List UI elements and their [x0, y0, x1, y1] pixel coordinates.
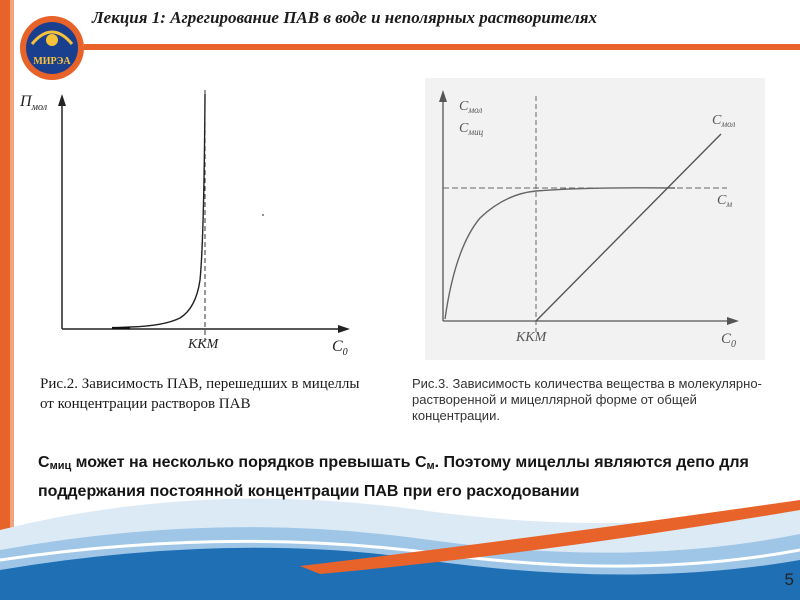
- logo-star: [46, 34, 58, 46]
- body-c-mic: $C_{миц}$: [38, 454, 72, 472]
- fig2-caption-line2: от концентрации растворов ПАВ: [40, 396, 251, 412]
- figure-2-caption: [40, 374, 400, 414]
- fig3-cm-label: $C_м$: [717, 193, 733, 209]
- fig3-caption-line2: растворенной и мицеллярной форме от общей: [412, 392, 697, 407]
- figure-2-graph: [14, 80, 364, 365]
- body-text: [38, 450, 778, 505]
- title-underline: [84, 44, 800, 50]
- body-part3: . Поэтому мицеллы являются депо для поддержания постоянной концентрации ПАВ при его расходовании: [38, 454, 749, 500]
- page-number: 5: [784, 570, 794, 589]
- figure-3-caption: [412, 376, 798, 424]
- fig2-kkm-label: ККМ: [188, 337, 219, 352]
- body-sub-m: м: [426, 460, 435, 472]
- fig2-x-label: $C_0$: [332, 338, 348, 358]
- figure-3-graph: [425, 78, 765, 360]
- fig3-line-label: $C_{мол}$: [712, 113, 736, 129]
- fig3-caption-line1: Рис.3. Зависимость количества вещества в молекулярно-: [412, 376, 762, 391]
- logo-text: МИРЭА: [33, 56, 71, 67]
- fig2-dot: [262, 214, 264, 216]
- mirea-logo: [18, 14, 86, 82]
- fig2-y-label: $П_{мол}$: [20, 93, 48, 113]
- fig3-x-label: $C_0$: [721, 331, 737, 350]
- fig2-curve: [112, 94, 205, 328]
- fig3-caption-line3: концентрации.: [412, 408, 500, 423]
- fig3-y-label-1: $C_{мол}$: [459, 99, 483, 115]
- fig2-y-arrow: [58, 94, 66, 106]
- fig2-x-arrow: [338, 325, 350, 333]
- fig3-kkm-label: ККМ: [516, 330, 547, 345]
- body-part2: может на несколько порядков превышать C: [71, 454, 427, 471]
- fig3-y-label-2: $C_{миц}$: [459, 121, 484, 137]
- slide-title: Лекция 1: Агрегирование ПАВ в воде и неполярных растворителях: [92, 8, 597, 27]
- fig2-caption-line1: Рис.2. Зависимость ПАВ, перешедших в мицеллы: [40, 376, 360, 392]
